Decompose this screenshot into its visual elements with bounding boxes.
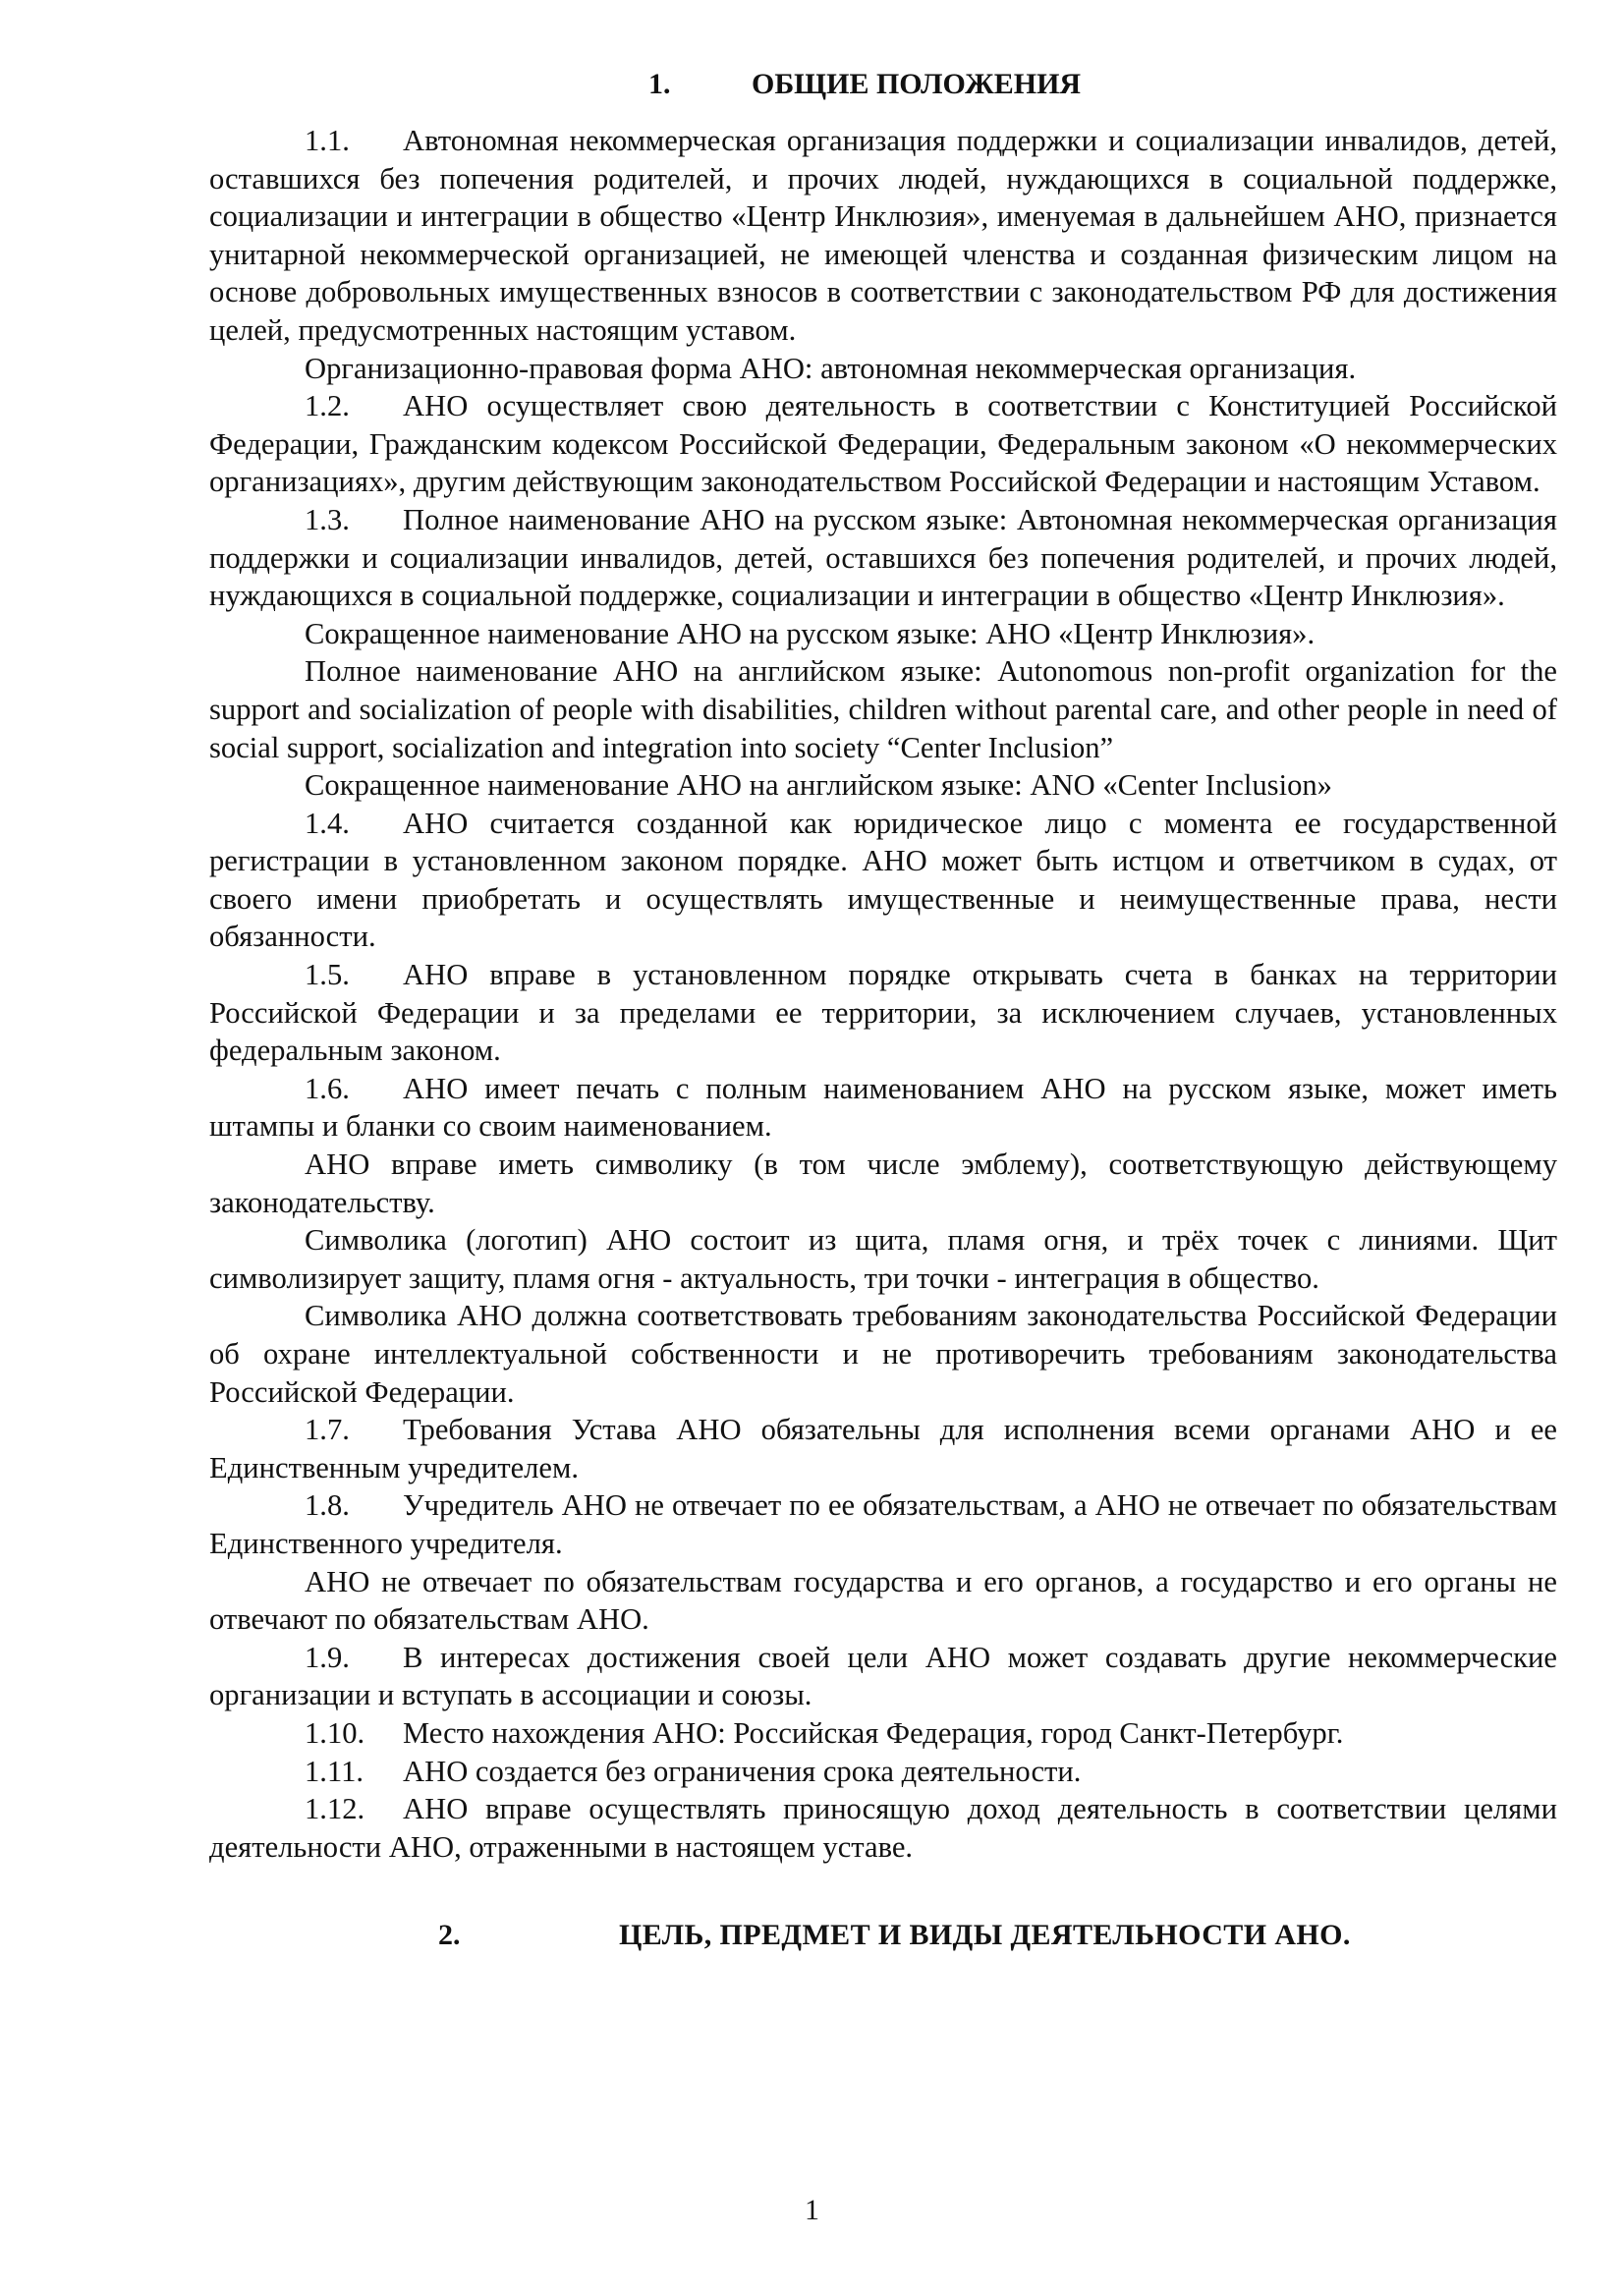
paragraph-number: 1.8. xyxy=(305,1488,350,1523)
paragraph xyxy=(209,956,1557,1070)
paragraph-text: АНО считается созданной как юридическое лицо с момента ее государственной регистрации в установленном законом порядке. АНО может быть истцом и ответчиком в судах, от своего имени приобретать и осуществлять имущественные и неимущественные права, нести обязанности. xyxy=(209,806,1557,954)
paragraph-text: Символика АНО должна соответствовать требованиям законодательства Российской Федерации об охране интеллектуальной собственности и не противоречить требованиям законодательства Российской Федерации. xyxy=(209,1299,1557,1409)
section-2-number: 2. xyxy=(438,1919,461,1952)
paragraph xyxy=(209,501,1557,615)
section-1-title: ОБЩИЕ ПОЛОЖЕНИЯ xyxy=(752,68,1082,100)
paragraph-text: В интересах достижения своей цели АНО может создавать другие некоммерческие организации и вступать в ассоциации и союзы. xyxy=(209,1640,1557,1712)
paragraph-number: 1.10. xyxy=(305,1715,365,1750)
paragraph xyxy=(209,350,1557,388)
paragraph-text: Символика (логотип) АНО состоит из щита, пламя огня, и трёх точек с линиями. Щит символизирует защиту, пламя огня - актуальность, три точки - интеграция в общество. xyxy=(209,1223,1557,1295)
paragraph-text: Место нахождения АНО: Российская Федерация, город Санкт-Петербург. xyxy=(403,1715,1344,1750)
paragraph xyxy=(209,805,1557,956)
section-1-heading xyxy=(209,65,1557,104)
paragraph xyxy=(209,1297,1557,1411)
section-2-title: ЦЕЛЬ, ПРЕДМЕТ И ВИДЫ ДЕЯТЕЛЬНОСТИ АНО. xyxy=(619,1919,1351,1952)
paragraph-number: 1.6. xyxy=(305,1071,350,1105)
paragraph xyxy=(209,1411,1557,1486)
paragraph-text: Автономная некоммерческая организация поддержки и социализации инвалидов, детей, оставшихся без попечения родителей, и прочих людей, нуждающихся в социальной поддержке, социализации и интеграции в общество «Центр Инклюзия», именуемая в дальнейшем АНО, признается унитарной некоммерческой организацией, не имеющей членства и созданная физическим лицом на основе добровольных имущественных взносов в соответствии с законодательством РФ для достижения целей, предусмотренных настоящим уставом. xyxy=(209,124,1557,347)
paragraph-text: Учредитель АНО не отвечает по ее обязательствам, а АНО не отвечает по обязательствам Единственного учредителя. xyxy=(209,1488,1557,1560)
paragraph-text: АНО создается без ограничения срока деятельности. xyxy=(403,1754,1082,1788)
section-1-number: 1. xyxy=(648,68,671,100)
paragraph-text: Сокращенное наименование АНО на английском языке: ANO «Center Inclusion» xyxy=(305,768,1332,803)
paragraph-text: АНО вправе осуществлять приносящую доход деятельность в соответствии целями деятельности АНО, отраженными в настоящем уставе. xyxy=(209,1792,1557,1864)
paragraph-text: АНО вправе в установленном порядке открывать счета в банках на территории Российской Федерации и за пределами ее территории, за исключением случаев, установленных федеральным законом. xyxy=(209,958,1557,1068)
paragraph-text: Полное наименование АНО на английском языке: Autonomous non-profit organization for the support and socialization of people with disabilities, children without parental care, and other people in need of social support, socialization and integration into society “Center Inclusion” xyxy=(209,654,1557,764)
paragraph xyxy=(209,122,1557,350)
paragraph xyxy=(209,615,1557,653)
paragraph xyxy=(209,1639,1557,1714)
paragraph xyxy=(209,1221,1557,1297)
paragraph-text: АНО имеет печать с полным наименованием АНО на русском языке, может иметь штампы и бланки со своим наименованием. xyxy=(209,1071,1557,1144)
section-2-heading xyxy=(209,1916,1557,1955)
paragraph-text: АНО осуществляет свою деятельность в соответствии с Конституцией Российской Федерации, Гражданским кодексом Российской Федерации, Федеральным законом «О некоммерческих организациях», другим действующим законодательством Российской Федерации и настоящим Уставом. xyxy=(209,389,1557,499)
paragraph-number: 1.3. xyxy=(305,502,350,536)
paragraph xyxy=(209,387,1557,501)
paragraph-text: Сокращенное наименование АНО на русском языке: АНО «Центр Инклюзия». xyxy=(305,616,1316,650)
page-number: 1 xyxy=(805,2194,819,2226)
paragraph xyxy=(209,652,1557,766)
paragraph xyxy=(209,1146,1557,1221)
paragraph-text: Полное наименование АНО на русском языке: Автономная некоммерческая организация поддержки и социализации инвалидов, детей, оставшихся без попечения родителей, и прочих людей, нуждающихся в социальной поддержке, социализации и интеграции в общество «Центр Инклюзия». xyxy=(209,502,1557,613)
paragraph xyxy=(209,1563,1557,1639)
paragraph-number: 1.9. xyxy=(305,1640,350,1674)
paragraph-number: 1.11. xyxy=(305,1754,364,1788)
paragraph-number: 1.12. xyxy=(305,1792,365,1826)
paragraph-number: 1.1. xyxy=(305,124,350,157)
paragraph-number: 1.5. xyxy=(305,958,350,992)
paragraph-text: Организационно-правовая форма АНО: автономная некоммерческая организация. xyxy=(305,351,1357,385)
paragraph xyxy=(209,766,1557,805)
paragraph-number: 1.4. xyxy=(305,806,350,840)
paragraph xyxy=(209,1486,1557,1562)
paragraph-number: 1.2. xyxy=(305,389,350,423)
paragraph xyxy=(209,1753,1557,1791)
document-body xyxy=(209,65,1557,1955)
paragraph-list xyxy=(209,122,1557,1866)
paragraph-number: 1.7. xyxy=(305,1413,350,1447)
paragraph-text: АНО вправе иметь символику (в том числе эмблему), соответствующую действующему законодательству. xyxy=(209,1148,1557,1219)
paragraph-text: Требования Устава АНО обязательны для исполнения всеми органами АНО и ее Единственным учредителем. xyxy=(209,1413,1557,1484)
paragraph xyxy=(209,1790,1557,1866)
paragraph xyxy=(209,1714,1557,1753)
paragraph xyxy=(209,1070,1557,1146)
paragraph-text: АНО не отвечает по обязательствам государства и его органов, а государство и его органы не отвечают по обязательствам АНО. xyxy=(209,1564,1557,1637)
